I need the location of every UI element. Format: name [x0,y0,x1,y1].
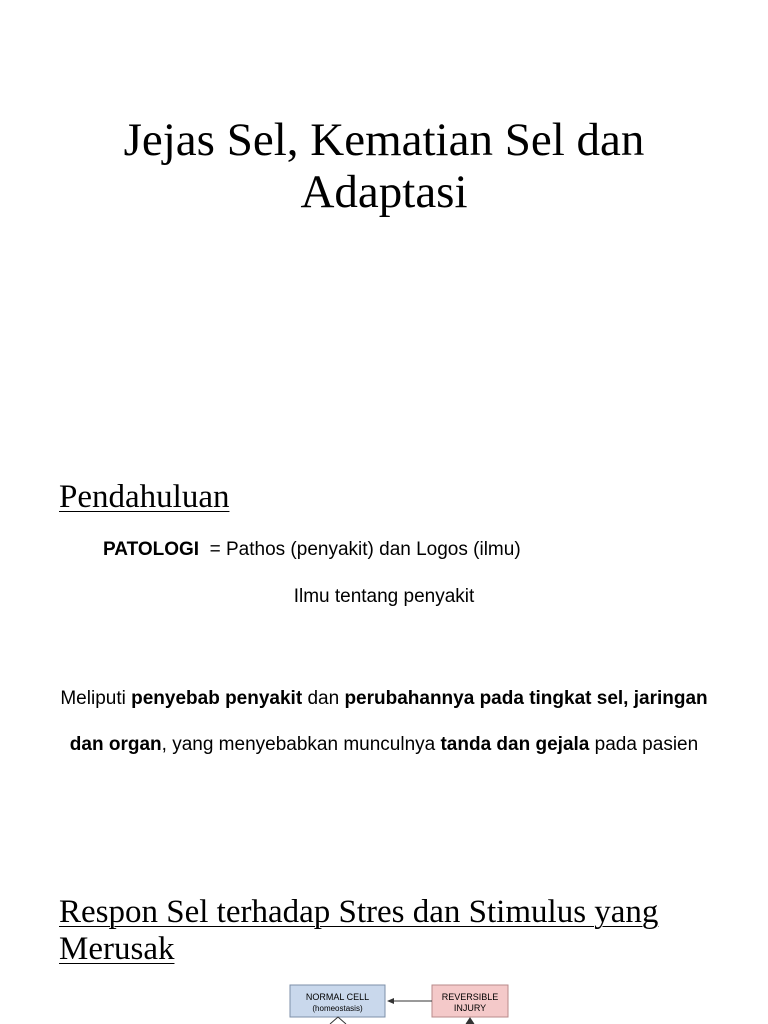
definition-subtitle: Ilmu tentang penyakit [293,586,475,607]
reversible-injury-label: REVERSIBLE [441,992,499,1002]
reversible-injury-sublabel: INJURY [453,1003,487,1013]
arrow-down-stub [330,1017,346,1024]
paragraph-text: Meliputi [60,688,132,709]
paragraph-text: pada pasien [589,734,699,755]
cell-response-diagram [0,975,768,1024]
paragraph-bold: tanda dan gejala [440,734,590,755]
paragraph-bold: perubahannya pada tingkat sel, jaringan dan organ [69,688,708,755]
section-heading-respon-sel: Respon Sel terhadap Stres dan Stimulus yang Merusak [59,894,659,967]
diagram-node-reversible-injury [432,985,508,1017]
section-heading-pendahuluan: Pendahuluan [59,479,230,515]
intro-paragraph [50,676,718,768]
paragraph-bold: penyebab penyakit [131,688,303,709]
normal-cell-label: NORMAL CELL [305,992,370,1002]
arrow-head [387,998,394,1004]
definition-line [103,539,521,561]
diagram-node-normal-cell [290,985,385,1017]
arrow-up-stub [466,1018,474,1024]
paragraph-text: dan [302,688,345,709]
paragraph-text: , yang menyebabkan munculnya [161,734,441,755]
normal-cell-sublabel: (homeostasis) [312,1004,363,1013]
definition-term: PATOLOGI [103,539,200,560]
definition-text: = Pathos (penyakit) dan Logos (ilmu) [199,539,521,560]
slide-title: Jejas Sel, Kematian Sel dan Adaptasi [123,114,645,218]
